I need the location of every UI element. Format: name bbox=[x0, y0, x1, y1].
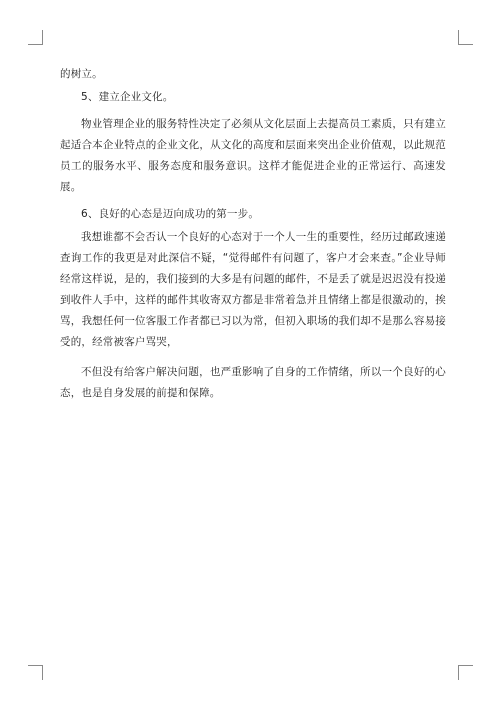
crop-mark-bottom-right bbox=[458, 665, 473, 680]
heading-5: 5、建立企业文化。 bbox=[81, 91, 174, 103]
heading-6: 6、良好的心态是迈向成功的第一步。 bbox=[81, 208, 260, 220]
paragraph-conclusion: 不但没有给客户解决问题，也严重影响了自身的工作情绪，所以一个良好的心态，也是自身发展的前提和保障。 bbox=[60, 366, 446, 399]
crop-mark-top-left bbox=[28, 30, 43, 45]
paragraph-continuation: 的树立。 bbox=[60, 68, 103, 80]
document-body bbox=[60, 64, 446, 404]
paragraph-corporate-culture: 物业管理企业的服务特性决定了必须从文化层面上去提高员工素质，只有建立起适合本企业特点的企业文化，从文化的高度和层面来突出企业价值观，以此规范员工的服务水平、服务态度和服务意识。这样才能促进企业的正常运行、高速发展。 bbox=[60, 118, 446, 193]
paragraph-mindset: 我想谁都不会否认一个良好的心态对于一个人一生的重要性，经历过邮政速递查询工作的我更是对此深信不疑，“觉得邮件有问题了，客户才会来查。”企业导师经常这样说，是的，我们接到的大多是有问题的邮件，不是丢了就是迟迟没有投递到收件人手中，这样的邮件其收寄双方都是非常着急并且情绪上都是很激动的，挨骂，我想任何一位客服工作者都已习以为常，但初入职场的我们却不是那么容易接受的，经常被客户骂哭， bbox=[60, 231, 446, 348]
crop-mark-top-right bbox=[458, 30, 473, 45]
crop-mark-bottom-left bbox=[28, 665, 43, 680]
